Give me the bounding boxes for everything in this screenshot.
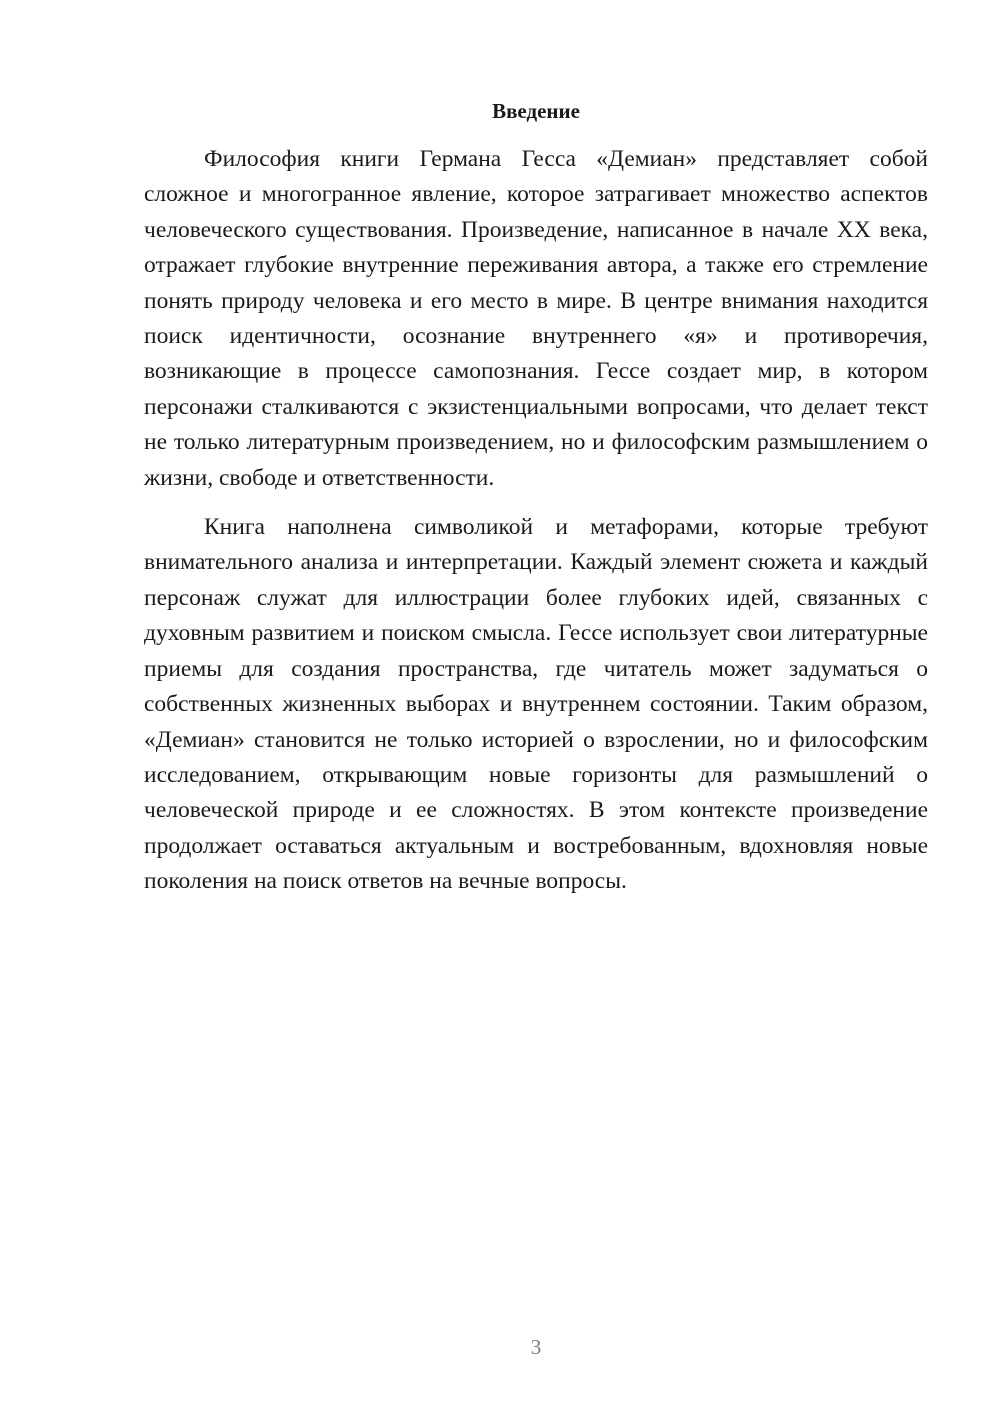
section-heading: Введение (492, 99, 580, 123)
paragraph-1: Философия книги Германа Гесса «Демиан» представляет собой сложное и многогранное явление, которое затрагивает множество аспектов человеческого существования. Произведение, написанное в начале XX века, отражает глубокие внутренние переживания автора, а также его стремление понять природу человека и его место в мире. В центре внимания находится поиск идентичности, осознание внутреннего «я» и противоречия, возникающие в процессе самопознания. Гессе создает мир, в котором персонажи сталкиваются с экзистенциальными вопросами, что делает текст не только литературным произведением, но и философским размышлением о жизни, свободе и ответственности. (144, 146, 928, 491)
body-text (144, 142, 928, 900)
page-number: 3 (530, 1335, 542, 1359)
paragraph-2: Книга наполнена символикой и метафорами, которые требуют внимательного анализа и интерпретации. Каждый элемент сюжета и каждый персонаж служат для иллюстрации более глубоких идей, связанных с духовным развитием и поиском смысла. Гессе использует свои литературные приемы для создания пространства, где читатель может задуматься о собственных жизненных выборах и внутреннем состоянии. Таким образом, «Демиан» становится не только историей о взрослении, но и философским исследованием, открывающим новые горизонты для размышлений о человеческой природе и ее сложностях. В этом контексте произведение продолжает оставаться актуальным и востребованным, вдохновляя новые поколения на поиск ответов на вечные вопросы. (144, 514, 928, 895)
